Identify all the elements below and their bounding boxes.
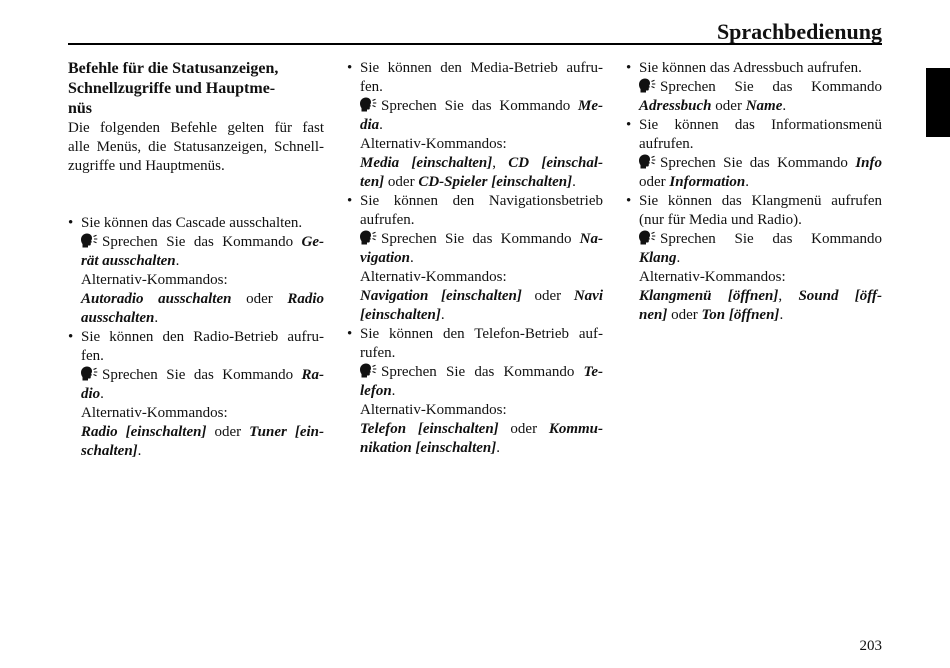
bullet-marker: •	[68, 215, 74, 231]
column-2	[347, 59, 603, 458]
page-number: 203	[859, 638, 882, 654]
list-item: • Sie können den Telefon-Betrieb auf- rufen. Sprechen Sie das Kommando Te- lefon. Alternativ-Kommandos: Telefon [einschalten] oder Kommu- nikation [einschalten].	[347, 326, 604, 456]
header-divider	[68, 43, 882, 45]
bullet-marker: •	[347, 193, 353, 209]
column-3	[626, 59, 882, 325]
bullet-marker: •	[626, 193, 632, 209]
bullet-marker: •	[626, 60, 632, 76]
speaking-head-icon	[360, 97, 377, 112]
bullet-marker: •	[347, 60, 353, 76]
speaking-head-icon	[360, 230, 377, 245]
bullet-marker: •	[626, 117, 632, 133]
speaking-head-icon	[639, 230, 656, 245]
list-item: • Sie können das Cascade ausschalten. Sprechen Sie das Kommando Ge- rät ausschalten. Alternativ-Kommandos: Autoradio ausschalten oder Radio ausschalten.	[68, 215, 324, 326]
list-item: • Sie können das Informationsmenü aufrufen. Sprechen Sie das Kommando Info oder Information.	[626, 117, 882, 190]
list-item: • Sie können das Adressbuch aufrufen. Sprechen Sie das Kommando Adressbuch oder Name.	[626, 60, 882, 114]
speaking-head-icon	[639, 78, 656, 93]
list-item: • Sie können den Navigationsbetrieb aufrufen. Sprechen Sie das Kommando Na- vigation. Alternativ-Kommandos: Navigation [einschalten] oder Navi [einschalten].	[347, 193, 604, 323]
section-intro: Die folgenden Befehle gelten für fast alle Menüs, die Statusanzeigen, Schnell- zugriffe und Hauptmenüs.	[68, 120, 324, 174]
speaking-head-icon	[81, 233, 98, 248]
list-item: • Sie können den Radio-Betrieb aufru- fen. Sprechen Sie das Kommando Ra- dio. Alternativ-Kommandos: Radio [einschalten] oder Tuner [ein- schalten].	[68, 329, 324, 459]
page-header-title: Sprachbedienung	[716, 19, 882, 44]
list-item: • Sie können den Media-Betrieb aufru- fen. Sprechen Sie das Kommando Me- dia. Alternativ-Kommandos: Media [einschalten], CD [einschal- ten] oder CD-Spieler [einschalten].	[347, 60, 603, 190]
speaking-head-icon	[81, 366, 98, 381]
speaking-head-icon	[360, 363, 377, 378]
bullet-marker: •	[68, 329, 74, 345]
column-1	[68, 59, 324, 461]
speaking-head-icon	[639, 154, 656, 169]
list-item: • Sie können das Klangmenü aufrufen (nur für Media und Radio). Sprechen Sie das Kommando Klang. Alternativ-Kommandos: Klangmenü [öffnen], Sound [öff- nen] oder Ton [öffnen].	[626, 193, 882, 323]
bullet-marker: •	[347, 326, 353, 342]
chapter-tab-marker	[926, 68, 950, 137]
section-title: Befehle für die Statusanzeigen, Schnellzugriffe und Hauptme- nüs	[68, 60, 279, 117]
